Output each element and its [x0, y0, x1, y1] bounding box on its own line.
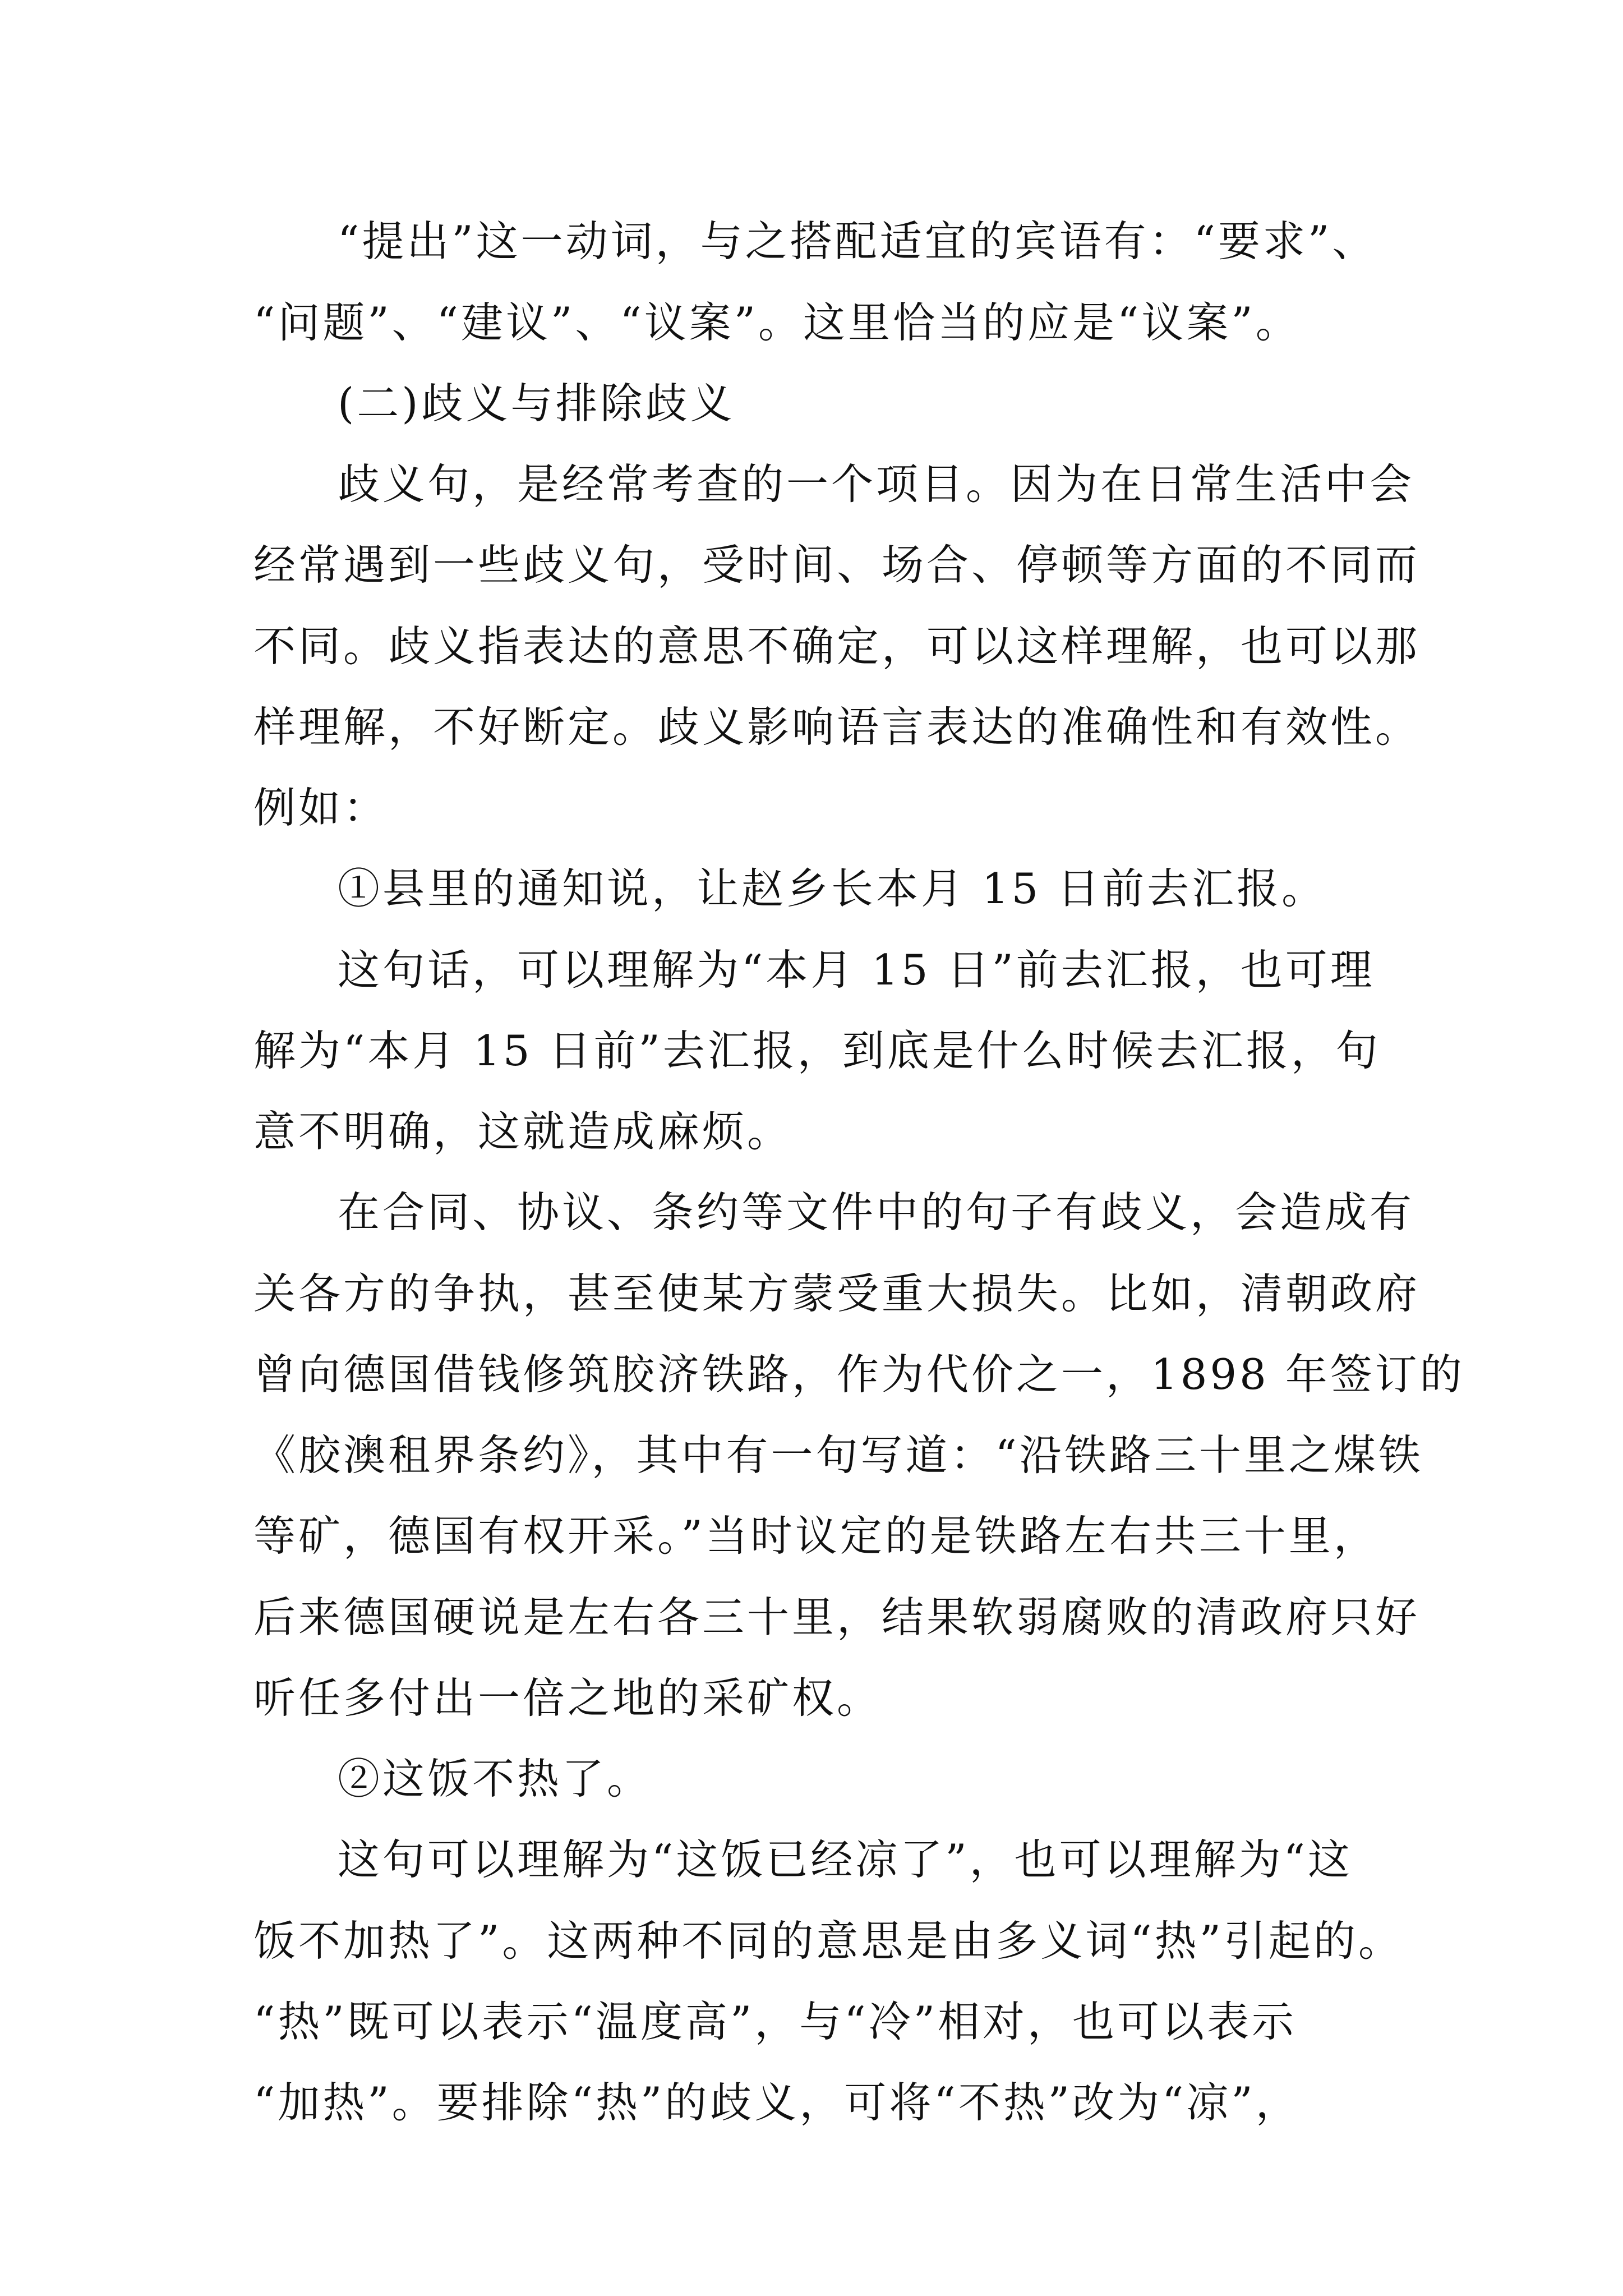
text-line: 听任多付出一倍之地的采矿权。	[253, 1673, 882, 1723]
text-line: 不同。歧义指表达的意思不确定，可以这样理解，也可以那	[253, 622, 1421, 671]
text-line: 在合同、协议、条约等文件中的句子有歧义，会造成有	[338, 1188, 1415, 1237]
text-line: 这句话，可以理解为“本月 15 日”前去汇报，也可理	[338, 945, 1375, 995]
text-line: 样理解，不好断定。歧义影响语言表达的准确性和有效性。	[253, 702, 1421, 752]
text-line: 饭不加热了”。这两种不同的意思是由多义词“热”引起的。	[253, 1916, 1404, 1966]
example-sentence: ①县里的通知说，让赵乡长本月 15 日前去汇报。	[338, 864, 1327, 913]
text-line: “加热”。要排除“热”的歧义，可将“不热”改为“凉”，	[253, 2078, 1301, 2127]
text-line: “提出”这一动词，与之搭配适宜的宾语有：“要求”、	[338, 217, 1377, 266]
text-line: 后来德国硬说是左右各三十里，结果软弱腐败的清政府只好	[253, 1593, 1421, 1642]
text-line: 等矿，德国有权开采。”当时议定的是铁路左右共三十里，	[253, 1511, 1378, 1561]
example-sentence: ②这饭不热了。	[338, 1754, 652, 1803]
text-line: 这句可以理解为“这饭已经凉了”，也可以理解为“这	[338, 1835, 1353, 1884]
section-heading: (二)歧义与排除歧义	[338, 379, 735, 428]
text-line: 解为“本月 15 日前”去汇报，到底是什么时候去汇报，句	[253, 1026, 1381, 1075]
text-line: “问题”、“建议”、“议案”。这里恰当的应是“议案”。	[253, 298, 1301, 347]
text-line: 例如：	[253, 783, 389, 832]
text-line: “热”既可以表示“温度高”，与“冷”相对，也可以表示	[253, 1997, 1297, 2046]
text-line: 曾向德国借钱修筑胶济铁路，作为代价之一，1898 年签订的	[253, 1350, 1465, 1399]
text-line: 《胶澳租界条约》，其中有一句写道：“沿铁路三十里之煤铁	[253, 1430, 1423, 1480]
text-line: 关各方的争执，甚至使某方蒙受重大损失。比如，清朝政府	[253, 1269, 1421, 1318]
text-line: 经常遇到一些歧义句，受时间、场合、停顿等方面的不同而	[253, 540, 1421, 590]
text-line: 歧义句，是经常考查的一个项目。因为在日常生活中会	[338, 459, 1415, 509]
text-line: 意不明确，这就造成麻烦。	[253, 1107, 792, 1156]
